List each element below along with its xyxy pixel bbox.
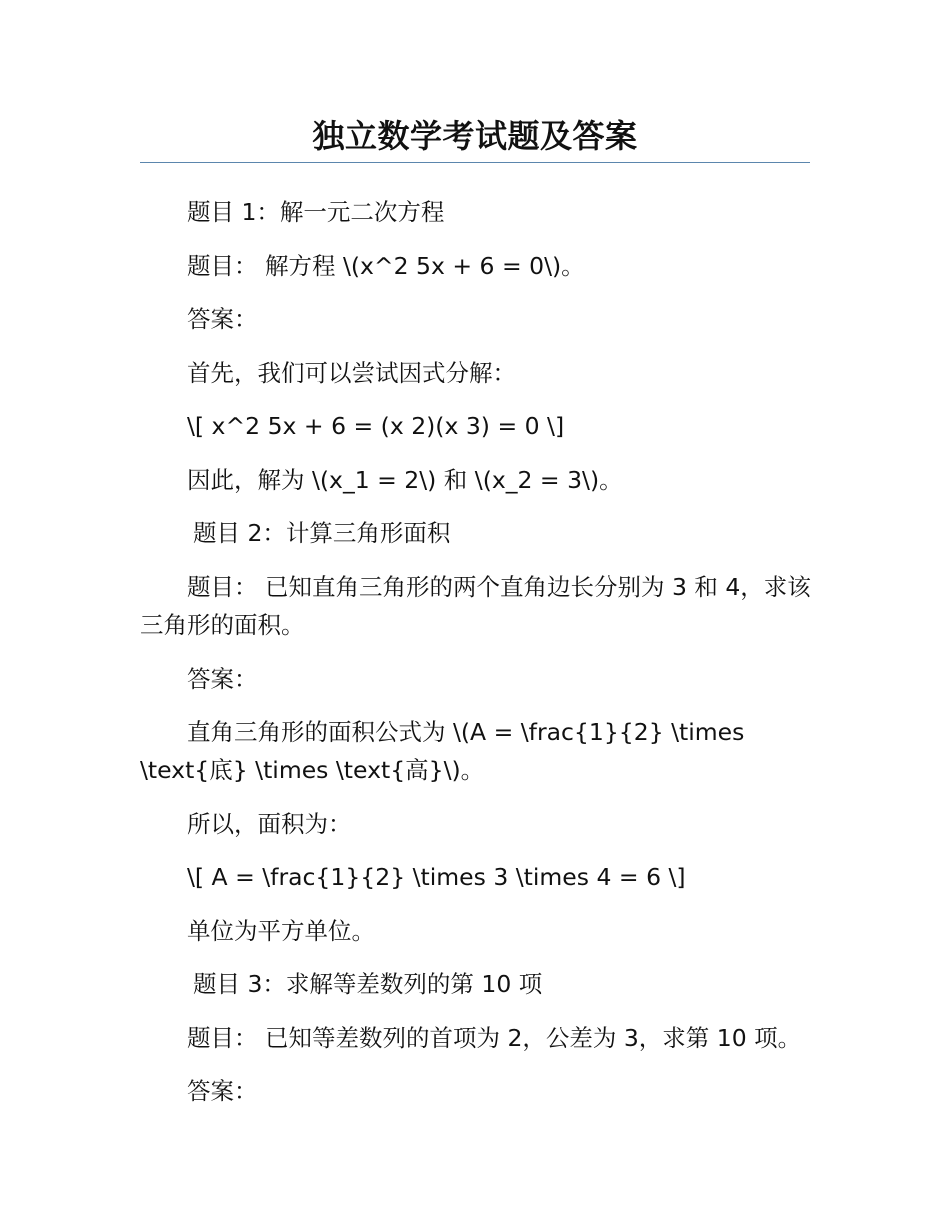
question-2-prompt: 题目： 已知直角三角形的两个直角边长分别为 3 和 4，求该三角形的面积。 [140, 573, 811, 639]
answer-paragraph: 所以，面积为： [187, 810, 352, 838]
answer-label: 答案： [187, 305, 258, 333]
question-3-heading: 题目 3：求解等差数列的第 10 项 [193, 970, 543, 998]
title-divider [140, 162, 810, 163]
answer-paragraph: 首先，我们可以尝试因式分解： [187, 359, 516, 387]
answer-paragraph: 因此，解为 \(x_1 = 2\) 和 \(x_2 = 3\)。 [187, 466, 623, 494]
answer-label: 答案： [187, 665, 258, 693]
document-title: 独立数学考试题及答案 [312, 117, 638, 155]
question-3-prompt: 题目： 已知等差数列的首项为 2，公差为 3，求第 10 项。 [187, 1024, 802, 1052]
question-1-prompt: 题目： 解方程 \(x^2 5x + 6 = 0\)。 [187, 252, 585, 280]
answer-label: 答案： [187, 1077, 258, 1105]
question-1-heading: 题目 1：解一元二次方程 [187, 198, 445, 226]
answer-paragraph: 直角三角形的面积公式为 \(A = \frac{1}{2} \times \text{底} \times \text{高}\)。 [140, 718, 745, 784]
question-2-heading: 题目 2：计算三角形面积 [193, 519, 451, 547]
answer-paragraph: 单位为平方单位。 [187, 917, 375, 945]
formula-line: \[ A = \frac{1}{2} \times 3 \times 4 = 6 \] [187, 863, 686, 891]
formula-line: \[ x^2 5x + 6 = (x 2)(x 3) = 0 \] [187, 412, 565, 440]
